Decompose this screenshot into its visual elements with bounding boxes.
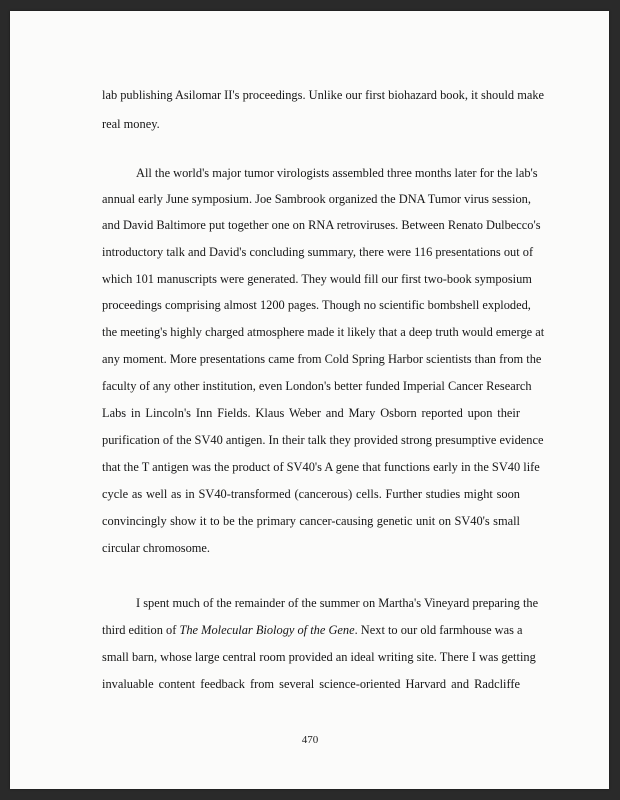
text-line: proceedings comprising almost 1200 pages. Though no scientific bombshell exploded,: [102, 298, 531, 312]
text-line: any moment. More presentations came from Cold Spring Harbor scientists than from the: [102, 352, 542, 366]
text-line: the meeting's highly charged atmosphere made it likely that a deep truth would emerge at: [102, 325, 545, 339]
text-line: I spent much of the remainder of the summer on Martha's Vineyard preparing the: [136, 596, 539, 610]
page-number: 470: [301, 734, 319, 746]
text-line: convincingly show it to be the primary cancer-causing genetic unit on SV40's small: [102, 514, 520, 528]
text-fragment: . Next to our old farmhouse was a: [354, 623, 523, 637]
text-line: circular chromosome.: [102, 541, 211, 555]
book-title: The Molecular Biology of the Gene: [179, 623, 355, 637]
text-line: purification of the SV40 antigen. In their talk they provided strong presumptive evidence: [102, 433, 544, 447]
text-line: annual early June symposium. Joe Sambrook organized the DNA Tumor virus session,: [102, 192, 531, 206]
text-line: invaluable content feedback from several science-oriented Harvard and Radcliffe: [102, 677, 520, 691]
text-line: All the world's major tumor virologists assembled three months later for the lab's: [136, 166, 538, 180]
text-line: small barn, whose large central room provided an ideal writing site. There I was getting: [102, 650, 536, 664]
text-line: cycle as well as in SV40-transformed (cancerous) cells. Further studies might soon: [102, 487, 520, 501]
text-line: and David Baltimore put together one on RNA retroviruses. Between Renato Dulbecco's: [102, 218, 541, 232]
text-line: introductory talk and David's concluding summary, there were 116 presentations out of: [102, 245, 534, 259]
text-line: faculty of any other institution, even London's better funded Imperial Cancer Research: [102, 379, 532, 393]
text-line: lab publishing Asilomar II's proceedings. Unlike our first biohazard book, it should make: [102, 88, 545, 102]
text-line: which 101 manuscripts were generated. They would fill our first two-book symposium: [102, 272, 532, 286]
text-fragment: third edition of: [102, 623, 177, 637]
text-line: that the T antigen was the product of SV40's A gene that functions early in the SV40 life: [102, 460, 540, 474]
text-line: real money.: [102, 117, 160, 131]
text-line: Labs in Lincoln's Inn Fields. Klaus Weber and Mary Osborn reported upon their: [102, 406, 520, 420]
text-line: [102, 622, 523, 638]
